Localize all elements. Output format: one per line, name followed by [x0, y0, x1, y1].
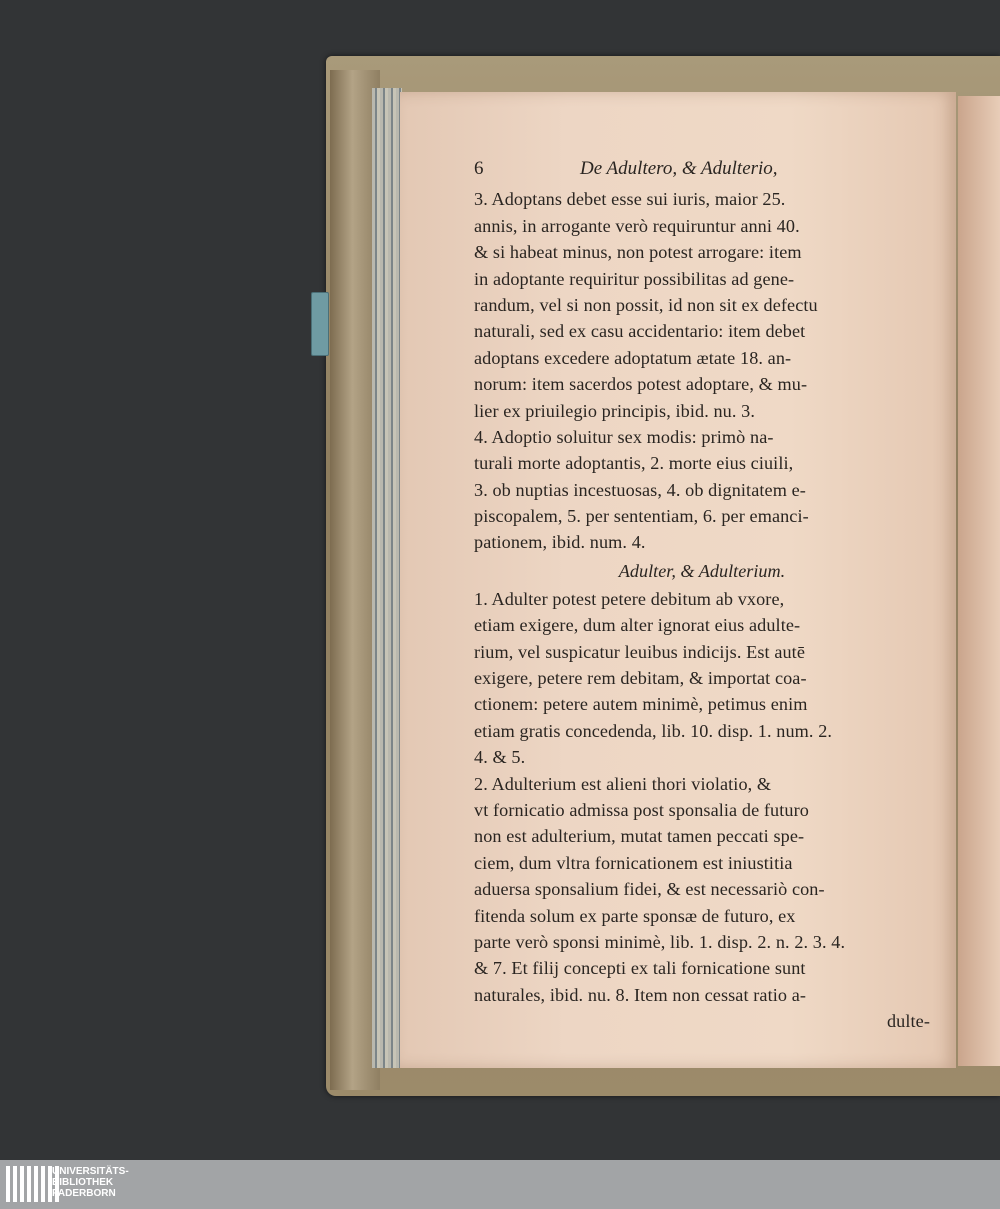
text-line: ciem, dum vltra fornicationem est iniustitia	[474, 852, 793, 873]
text-line: etiam gratis concedenda, lib. 10. disp. 1. num. 2.	[474, 720, 833, 741]
page-number: 6	[474, 158, 484, 179]
text-line: naturales, ibid. nu. 8. Item non cessat ratio a-	[474, 984, 807, 1005]
text-line: annis, in arrogante verò requiruntur anni 40.	[474, 215, 800, 236]
text-line: 4. & 5.	[474, 747, 526, 768]
text-line: non est adulterium, mutat tamen peccati spe-	[474, 826, 805, 847]
running-head: De Adultero, & Adulterio,	[580, 158, 778, 179]
page-text	[474, 156, 930, 1035]
text-line: 1. Adulter potest petere debitum ab vxore,	[474, 588, 785, 609]
text-line: 2. Adulterium est alieni thori violatio, &	[474, 773, 772, 794]
text-line: norum: item sacerdos potest adoptare, & mu-	[474, 374, 808, 395]
text-line: 3. ob nuptias incestuosas, 4. ob dignitatem e-	[474, 479, 806, 500]
library-name	[52, 1166, 129, 1199]
text-line: ctionem: petere autem minimè, petimus enim	[474, 694, 808, 715]
text-line: lier ex priuilegio principis, ibid. nu. 3.	[474, 400, 756, 421]
text-line: adoptans excedere adoptatum ætate 18. an-	[474, 347, 792, 368]
section-heading: Adulter, & Adulterium.	[618, 560, 786, 581]
text-line: naturali, sed ex casu accidentario: item debet	[474, 321, 806, 342]
library-name-line: BIBLIOTHEK	[52, 1177, 114, 1188]
text-line: randum, vel si non possit, id non sit ex defectu	[474, 294, 818, 315]
library-name-line: PADERBORN	[52, 1188, 116, 1199]
page-stack	[372, 88, 402, 1068]
text-line: pationem, ibid. num. 4.	[474, 532, 646, 553]
library-name-line: UNIVERSITÄTS-	[52, 1166, 129, 1177]
text-line: & 7. Et filij concepti ex tali fornicatione sunt	[474, 958, 806, 979]
text-line: vt fornicatio admissa post sponsalia de futuro	[474, 800, 809, 820]
text-line: fitenda solum ex parte sponsæ de futuro, ex	[474, 905, 796, 926]
book-clasp	[311, 292, 329, 356]
text-line: aduersa sponsalium fidei, & est necessariò con-	[474, 879, 825, 900]
text-line: exigere, petere rem debitam, & importat coa-	[474, 668, 807, 689]
library-footer	[0, 1160, 1000, 1209]
text-line: rium, vel suspicatur leuibus indicijs. Est autē	[474, 641, 806, 662]
text-line: turali morte adoptantis, 2. morte eius ciuili,	[474, 453, 794, 474]
facing-page-edge	[958, 96, 1000, 1066]
text-line: etiam exigere, dum alter ignorat eius adulte-	[474, 615, 801, 636]
text-line: piscopalem, 5. per sententiam, 6. per emanci-	[474, 506, 809, 527]
text-line: parte verò sponsi minimè, lib. 1. disp. 2. n. 2. 3. 4.	[474, 931, 846, 952]
text-line: & si habeat minus, non potest arrogare: item	[474, 242, 802, 263]
page-header	[474, 156, 930, 182]
text-line: 3. Adoptans debet esse sui iuris, maior 25.	[474, 189, 786, 210]
catchword: dulte-	[886, 1011, 930, 1032]
text-line: 4. Adoptio soluitur sex modis: primò na-	[474, 426, 774, 447]
text-line: in adoptante requiritur possibilitas ad gene-	[474, 268, 795, 289]
